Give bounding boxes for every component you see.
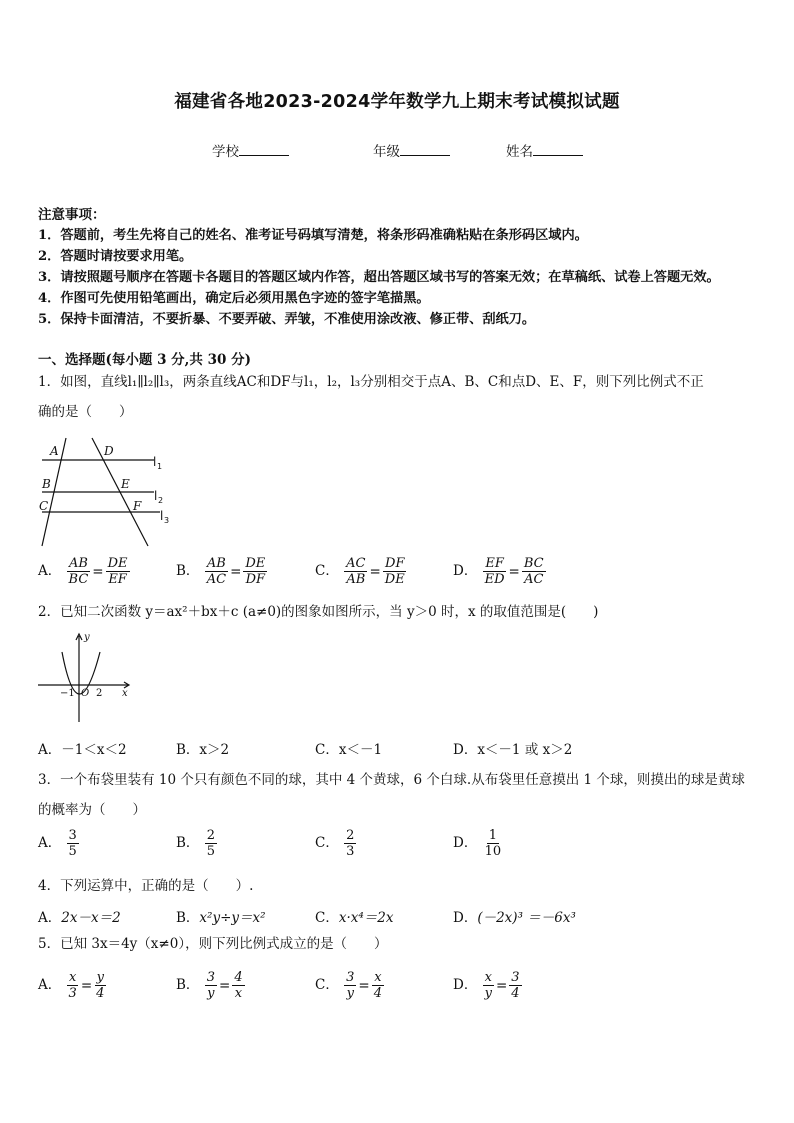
question-3-text-cont: 的概率为（ ）: [38, 802, 146, 818]
option-expression: 2x－x＝2: [61, 910, 121, 926]
denominator: y: [484, 986, 492, 1001]
numerator: AC: [346, 556, 366, 571]
question-2-text: 2．已知二次函数 y＝ax²＋bx＋c (a≠0)的图象如图所示，当 y＞0 时，x 的取值范围是( ): [38, 604, 599, 620]
q3-option-b[interactable]: [176, 828, 218, 859]
q3-option-a[interactable]: [38, 828, 80, 859]
tick-neg-one: −1: [60, 688, 75, 699]
q1-option-a[interactable]: A． $\frac{AB}{BC}$ = $\frac{DE}{EF}$: [38, 556, 128, 587]
label-f: F: [133, 499, 142, 513]
numerator: 4: [234, 970, 243, 985]
option-label: D．: [453, 910, 478, 926]
denominator: AC: [524, 572, 544, 587]
numerator: 2: [206, 828, 215, 843]
q2-option-c[interactable]: C．x＜－1: [315, 742, 383, 758]
option-label: B．: [176, 977, 200, 993]
label-d: D: [104, 444, 114, 458]
denominator: BC: [68, 572, 89, 587]
q3-option-d[interactable]: [453, 828, 504, 859]
question-3-text: 3．一个布袋里装有 10 个只有颜色不同的球，其中 4 个黄球，6 个白球.从布袋里任意摸出 1 个球，则摸出的球是黄球: [38, 772, 745, 788]
denominator: 5: [68, 844, 77, 859]
denominator: 4: [96, 986, 105, 1001]
denominator: y: [207, 986, 215, 1001]
numerator: DE: [245, 556, 266, 571]
option-expression: (－2x)³ ＝－6x³: [477, 910, 576, 926]
parallel-lines-figure: [36, 436, 170, 550]
q2-option-a[interactable]: A．－1＜x＜2: [38, 742, 127, 758]
option-label: B．: [176, 835, 200, 851]
numerator: 3: [511, 970, 520, 985]
label-e: E: [121, 477, 130, 491]
option-label: A．: [38, 977, 62, 993]
school-label: 学校: [212, 144, 239, 160]
numerator: AB: [68, 556, 88, 571]
q3-option-c[interactable]: [315, 828, 357, 859]
note-item: 3．请按照题号顺序在答题卡各题目的答题区域内作答，超出答题区域书写的答案无效；在草稿纸、试卷上答题无效。: [38, 270, 720, 285]
numerator: BC: [523, 556, 544, 571]
origin-label: O: [81, 688, 90, 699]
note-item: 4．作图可先使用铅笔画出，确定后必须用黑色字迹的签字笔描黑。: [38, 291, 430, 306]
parabola-figure: [36, 630, 140, 726]
option-label: D．: [453, 835, 478, 851]
grade-field[interactable]: [373, 140, 450, 160]
question-5-text: 5．已知 3x＝4y（x≠0），则下列比例式成立的是（ ）: [38, 936, 388, 952]
question-1-text: 1．如图，直线l₁∥l₂∥l₃，两条直线AC和DF与l₁，l₂，l₃分别相交于点A、B、C和点D、E、F，则下列比例式不正: [38, 374, 704, 390]
numerator: 3: [68, 828, 77, 843]
option-label: B．: [176, 910, 200, 926]
denominator: DF: [245, 572, 266, 587]
numerator: EF: [485, 556, 504, 571]
option-label: A．: [38, 910, 62, 926]
note-item: 2．答题时请按要求用笔。: [38, 249, 193, 264]
q1-option-b[interactable]: B． $\frac{AB}{AC}$ = $\frac{DE}{DF}$: [176, 556, 266, 587]
name-field[interactable]: [506, 140, 583, 160]
denominator: 4: [373, 986, 383, 1001]
label-c: C: [39, 499, 49, 513]
option-label: B．: [176, 563, 200, 579]
school-field[interactable]: [212, 140, 289, 160]
question-1-text-cont: 确的是（ ）: [38, 404, 133, 420]
note-item: 5．保持卡面清洁，不要折暴、不要弄破、弄皱，不准使用涂改液、修正带、刮纸刀。: [38, 312, 536, 327]
numerator: 3: [346, 970, 355, 985]
label-b: B: [42, 477, 51, 491]
option-expression: x·x⁴＝2x: [338, 910, 394, 926]
note-item: 1．答题前，考生先将自己的姓名、准考证号码填写清楚，将条形码准确粘贴在条形码区域内。: [38, 228, 588, 243]
numerator: y: [96, 970, 104, 985]
denominator: 4: [511, 986, 520, 1001]
y-label: y: [84, 632, 90, 643]
q5-option-c[interactable]: C． $\frac{3}{y}$ = $\frac{x}{4}$: [315, 970, 383, 1001]
grade-label: 年级: [373, 144, 400, 160]
option-label: C．: [315, 977, 339, 993]
denominator: AB: [346, 572, 366, 587]
denominator: 5: [206, 844, 215, 859]
q4-option-a[interactable]: [38, 906, 121, 926]
q1-option-c[interactable]: C． $\frac{AC}{AB}$ = $\frac{DF}{DE}$: [315, 556, 405, 587]
q4-option-c[interactable]: [315, 906, 393, 926]
notes-heading: 注意事项：: [38, 207, 106, 223]
section-heading: 一、选择题(每小题 3 分,共 30 分): [38, 352, 251, 368]
q5-option-b[interactable]: B． $\frac{3}{y}$ = $\frac{4}{x}$: [176, 970, 243, 1001]
denominator: 3: [346, 844, 355, 859]
option-expression: x²y÷y＝x²: [199, 910, 266, 926]
tick-two: 2: [96, 688, 103, 699]
numerator: 3: [206, 970, 215, 985]
option-label: C．: [315, 835, 339, 851]
q5-option-d[interactable]: D． $\frac{x}{y}$ = $\frac{3}{4}$: [453, 970, 520, 1001]
label-l1-sub: 1: [157, 462, 163, 471]
label-a: A: [50, 444, 59, 458]
label-l2-sub: 2: [158, 496, 164, 505]
denominator: 10: [484, 844, 502, 859]
q1-option-d[interactable]: D． $\frac{EF}{ED}$ = $\frac{BC}{AC}$: [453, 556, 544, 587]
denominator: EF: [108, 572, 127, 587]
x-label: x: [122, 688, 128, 699]
option-label: D．: [453, 563, 478, 579]
label-l3-sub: 3: [164, 516, 170, 525]
option-label: A．: [38, 835, 62, 851]
denominator: x: [234, 986, 243, 1001]
numerator: 2: [346, 828, 355, 843]
q4-option-b[interactable]: [176, 906, 266, 926]
label-l3: l: [160, 509, 164, 523]
q2-option-b[interactable]: B．x＞2: [176, 742, 230, 758]
numerator: x: [484, 970, 492, 985]
label-l2: l: [154, 489, 158, 503]
label-l1: l: [153, 455, 157, 469]
option-label: C．: [315, 910, 339, 926]
option-label: D．: [453, 977, 478, 993]
denominator: 3: [68, 986, 77, 1001]
name-label: 姓名: [506, 144, 533, 160]
q4-option-d[interactable]: [453, 906, 576, 926]
denominator: AC: [206, 572, 227, 587]
q2-option-d[interactable]: D．x＜－1 或 x＞2: [453, 742, 573, 758]
numerator: AB: [206, 556, 226, 571]
numerator: 1: [488, 828, 498, 843]
question-4-text: 4．下列运算中，正确的是（ ）.: [38, 878, 254, 894]
numerator: x: [69, 970, 77, 985]
q5-option-a[interactable]: A． $\frac{x}{3}$ = $\frac{y}{4}$: [38, 970, 105, 1001]
option-label: C．: [315, 563, 339, 579]
option-label: A．: [38, 563, 62, 579]
numerator: x: [374, 970, 382, 985]
denominator: ED: [484, 572, 505, 587]
numerator: DF: [385, 556, 405, 571]
page-title: 福建省各地2023-2024学年数学九上期末考试模拟试题: [174, 92, 620, 112]
numerator: DE: [107, 556, 128, 571]
denominator: y: [346, 986, 354, 1001]
denominator: DE: [384, 572, 405, 587]
